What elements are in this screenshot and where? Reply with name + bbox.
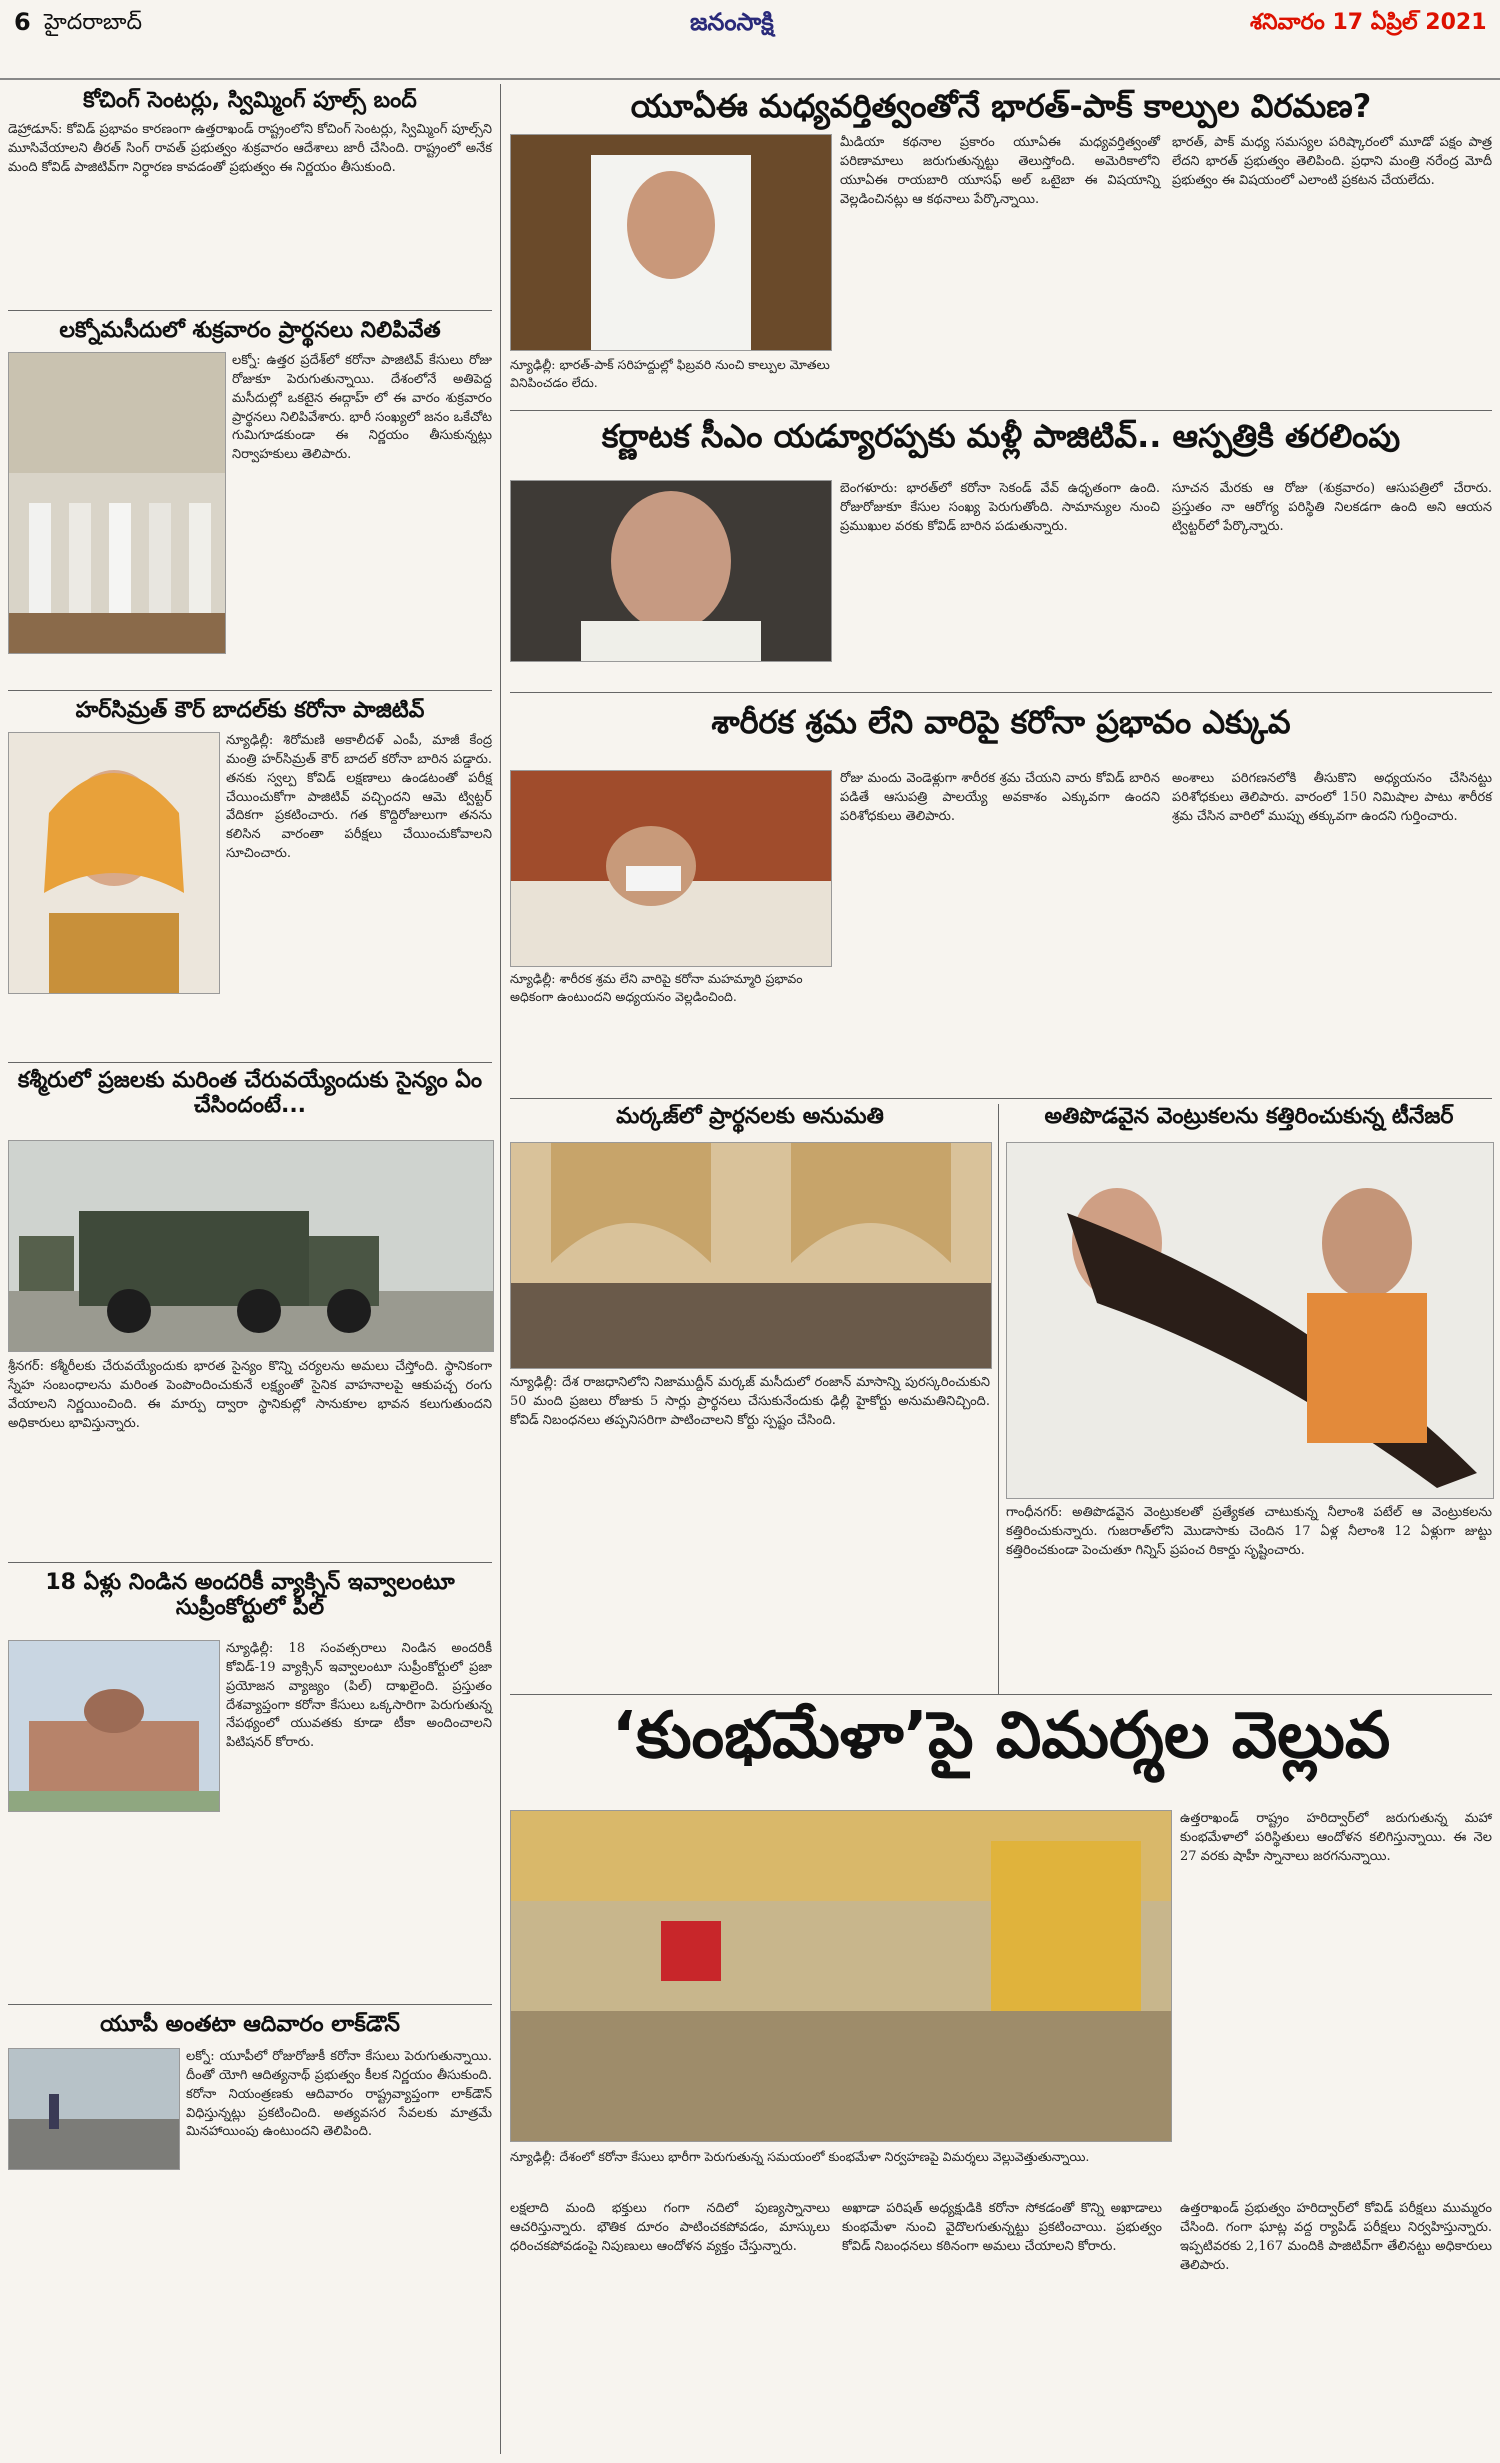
story-vaccine [8, 1570, 492, 1621]
divider [510, 1098, 1492, 1099]
story-lucknow [8, 318, 492, 343]
story-body: భారత్, పాక్ మధ్య సమస్యల పరిష్కారంలో మూడో పక్షం పాత్ర లేదని భారత్ ప్రభుత్వం తెలిపింది. ప్రధాని మంత్రి నరేంద్ర మోదీ ప్రభుత్వం ఈ విషయంలో ఎలాంటి ప్రకటన చేయలేదు. [1172, 135, 1492, 188]
army-trucks-photo [8, 1140, 494, 1352]
story-exercise-col1 [840, 770, 1160, 827]
divider [510, 410, 1492, 411]
headline: అతిపొడవైన వెంట్రుకలను కత్తిరించుకున్న టీనేజర్ [1044, 1104, 1454, 1129]
story-kumbh-col3 [842, 2200, 1162, 2257]
story-body: ఉత్తరాఖండ్ రాష్ట్రం హరిద్వార్‌లో జరుగుతున్న మహా కుంభమేళాలో పరిస్థితులు ఆందోళన కలిగిస్తున్నాయి. ఈ నెల 27 వరకు షాహీ స్నానాలు జరగనున్నాయి. [1180, 1811, 1492, 1864]
divider [8, 1062, 492, 1063]
story-kumbh-col2 [510, 2200, 830, 2257]
story-body: డెహ్రాడూన్: కోవిడ్ ప్రభావం కారణంగా ఉత్తరాఖండ్ రాష్ట్రంలోని కోచింగ్ సెంటర్లు, స్విమ్మింగ్ పూల్స్‌ని మూసివేయాలని తీరత్ సింగ్ రావత్ ప్రభుత్వం శుక్రవారం ఆదేశాలు జారీ చేసింది. రాష్ట్రంలో అనేక మంది కోవిడ్ పాజిటివ్‌గా నిర్ధారణ కావడంతో ప్రభుత్వం ఈ నిర్ణయం తీసుకుంది. [8, 122, 492, 175]
supreme-court-photo [8, 1640, 220, 1812]
story-coaching [8, 88, 492, 178]
story-body: అఖాడా పరిషత్ అధ్యక్షుడికి కరోనా సోకడంతో కొన్ని అఖాడాలు కుంభమేళా నుంచి వైదొలగుతున్నట్టు ప్రకటించాయి. ప్రభుత్వం కోవిడ్ నిబంధనలు కఠినంగా అమలు చేయాలని కోరారు. [842, 2201, 1162, 2254]
edition-city: హైదరాబాద్ [44, 10, 142, 35]
story-harsimrat-body [226, 732, 492, 864]
story-kumbh-col1 [1180, 1810, 1492, 1867]
column-divider [500, 84, 501, 2454]
patient-photo [510, 770, 832, 967]
story-kashmir [8, 1068, 492, 1119]
photo-caption: న్యూఢిల్లీ: దేశంలో కరోనా కేసులు భారీగా పెరుగుతున్న సమయంలో కుంభమేళా నిర్వహణపై విమర్శలు వెల్లువెత్తుతున్నాయి. [510, 2149, 1090, 2164]
headline: 18 ఏళ్లు నిండిన అందరికీ వ్యాక్సిన్ ఇవ్వాలంటూ సుప్రీంకోర్టులో పిల్ [45, 1570, 455, 1621]
divider [8, 690, 492, 691]
harsimrat-photo [8, 732, 220, 994]
page-number: 6 [14, 8, 31, 36]
story-vaccine-body [226, 1640, 492, 1753]
headline: కోచింగ్ సెంటర్లు, స్విమ్మింగ్ పూల్స్ బంద్ [83, 88, 417, 113]
empty-road-photo [8, 2048, 180, 2170]
story-lockdown [8, 2012, 492, 2037]
headline: యూపీ అంతటా ఆదివారం లాక్‌డౌన్ [100, 2012, 400, 2037]
story-body: గాంధీనగర్: అతిపొడవైన వెంట్రుకలతో ప్రత్యేకత చాటుకున్న నీలాంశి పటేల్ ఆ వెంట్రుకలను కత్తిరించుకున్నారు. గుజరాత్‌లోని మొడాసాకు చెందిన 17 ఏళ్ల నీలాంశి 12 ఏళ్లుగా జుట్టు కత్తిరించకుండా పెంచుతూ గిన్నిస్ ప్రపంచ రికార్డు సృష్టించారు. [1006, 1505, 1492, 1558]
story-ceasefire-col1 [840, 134, 1160, 209]
story-exercise [510, 704, 1492, 741]
story-yediyurappa [510, 418, 1492, 455]
headline: యూఏఈ మధ్యవర్తిత్వంతోనే భారత్-పాక్ కాల్పుల విరమణ? [630, 87, 1372, 125]
story-teenager [1006, 1104, 1492, 1129]
story-markaz-body [510, 1374, 990, 1431]
headline: లక్నోమసీదులో శుక్రవారం ప్రార్థనలు నిలిపివేత [59, 318, 441, 343]
story-body: సూచన మేరకు ఆ రోజు (శుక్రవారం) ఆసుపత్రిలో చేరారు. ప్రస్తుతం నా ఆరోగ్య పరిస్థితి నిలకడగా ఉంది అని ఆయన ట్విట్టర్‌లో పేర్కొన్నారు. [1172, 481, 1492, 534]
story-body: రోజు మందు వెండెళ్లుగా శారీరక శ్రమ చేయని వారు కోవిడ్ బారిన పడితే ఆసుపత్రి పాలయ్యే అవకాశం ఎక్కువగా ఉందని పరిశోధకులు తెలిపారు. [840, 771, 1160, 824]
story-teenager-body [1006, 1504, 1492, 1561]
headline: ‘కుంభమేళా’పై విమర్శల వెల్లువ [611, 1699, 1391, 1773]
story-body: శ్రీనగర్: కశ్మీరీలకు చేరువయ్యేందుకు భారత సైన్యం కొన్ని చర్యలను అమలు చేస్తోంది. స్థానికంగా స్నేహ సంబంధాలను మరింత పెంపొందించుకునే లక్ష్యంతో సైనిక వాహనాలపై ఆకుపచ్చ రంగు వేయాలని నిర్ణయించింది. ఈ మార్పు ద్వారా స్థానికుల్లో సానుకూల భావన కలుగుతుందని అధికారులు భావిస్తున్నారు. [8, 1359, 492, 1431]
story-body: మీడియా కథనాల ప్రకారం యూఏఈ మధ్యవర్తిత్వంతో పరిణామాలు జరుగుతున్నట్టు తెలుస్తోంది. అమెరికాలోని యూఏఈ రాయబారి యూసఫ్ అల్ ఒటైబా ఈ విషయాన్ని వెల్లడించినట్లు ఆ కథనాలు పేర్కొన్నాయి. [840, 135, 1160, 207]
story-harsimrat [8, 698, 492, 723]
divider [8, 2004, 492, 2005]
story-yediyurappa-col1 [840, 480, 1160, 537]
kumbh-mela-photo [510, 1810, 1172, 2142]
story-body: న్యూఢిల్లీ: 18 సంవత్సరాలు నిండిన అందరికీ కోవిడ్-19 వ్యాక్సిన్ ఇవ్వాలంటూ సుప్రీంకోర్టులో ప్రజా ప్రయోజన వ్యాజ్యం (పిల్) దాఖలైంది. ప్రస్తుతం దేశవ్యాప్తంగా కరోనా కేసులు ఒక్కసారిగా పెరుగుతున్న నేపథ్యంలో యువతకు కూడా టీకా అందించాలని పిటిషనర్ కోరారు. [226, 1641, 492, 1751]
story-kumbh-col4 [1180, 2200, 1492, 2275]
divider [8, 310, 492, 311]
story-body: ఉత్తరాఖండ్ ప్రభుత్వం హరిద్వార్‌లో కోవిడ్ పరీక్షలు ముమ్మరం చేసింది. గంగా ఘాట్ల వద్ద ర్యాపిడ్ పరీక్షలు నిర్వహిస్తున్నారు. ఇప్పటివరకు 2,167 మందికి పాజిటివ్‌గా తేలినట్టు అధికారులు తెలిపారు. [1180, 2201, 1492, 2273]
long-hair-photo [1006, 1142, 1494, 1499]
story-ceasefire-col2 [1172, 134, 1492, 191]
issue-date: శనివారం 17 ఏప్రిల్ 2021 [1250, 10, 1487, 35]
headline: మర్కజ్‌లో ప్రార్థనలకు అనుమతి [616, 1104, 884, 1129]
photo-caption: న్యూఢిల్లీ: భారత్-పాక్ సరిహద్దుల్లో ఫిబ్రవరి నుంచి కాల్పుల మోతలు వినిపించడం లేదు. [510, 357, 830, 390]
story-markaz [510, 1104, 990, 1129]
story-body: న్యూఢిల్లీ: దేశ రాజధానిలోని నిజాముద్దీన్ మర్కజ్ మసీదులో రంజాన్ మాసాన్ని పురస్కరించుకుని 50 మంది ప్రజలు రోజుకు 5 సార్లు ప్రార్థనలు చేసుకునేందుకు ఢిల్లీ హైకోర్టు అనుమతినిచ్చింది. కోవిడ్ నిబంధనలు తప్పనిసరిగా పాటించాలని కోర్టు స్పష్టం చేసింది. [510, 1375, 990, 1428]
story-body: బెంగళూరు: భారత్‌లో కరోనా సెకండ్ వేవ్ ఉధృతంగా ఉంది. రోజురోజుకూ కేసుల సంఖ్య పెరుగుతోంది. సామాన్యుల నుంచి ప్రముఖుల వరకు కోవిడ్ బారిన పడుతున్నారు. [840, 481, 1160, 534]
newspaper-logo: జనంసాక్షి [690, 8, 774, 36]
headline: హర్‌సిమ్రత్ కౌర్ బాదల్‌కు కరోనా పాజిటివ్ [75, 698, 425, 723]
photo-caption: న్యూఢిల్లీ: శారీరక శ్రమ లేని వారిపై కరోనా మహమ్మారి ప్రభావం అధికంగా ఉంటుందని అధ్యయనం వెల్లడించింది. [510, 971, 803, 1004]
headline: శారీరక శ్రమ లేని వారిపై కరోనా ప్రభావం ఎక్కువ [711, 703, 1291, 741]
story-body: న్యూఢిల్లీ: శిరోమణి అకాలీదళ్ ఎంపీ, మాజీ కేంద్ర మంత్రి హర్‌సిమ్రత్ కౌర్ బాదల్ కరోనా బారిన పడ్డారు. తనకు స్వల్ప కోవిడ్ లక్షణాలు ఉండటంతో పరీక్ష చేయించుకోగా పాజిటివ్ వచ్చిందని ఆమె ట్విట్టర్ వేదికగా ప్రకటించారు. గత కొద్దిరోజులుగా తనను కలిసిన వారంతా పరీక్షలు చేయించుకోవాలని సూచించారు. [226, 733, 492, 862]
story-exercise-col2 [1172, 770, 1492, 827]
story-body: లక్నో: ఉత్తర ప్రదేశ్‌లో కరోనా పాజిటివ్ కేసులు రోజు రోజుకూ పెరుగుతున్నాయి. దేశంలోనే అతిపెద్ద మసీదుల్లో ఒకటైన ఈద్గాహ్ లో ఈ వారం శుక్రవారం ప్రార్థనలు నిలిపివేశారు. భారీ సంఖ్యలో జనం ఒకేచోట గుమిగూడకుండా ఈ నిర్ణయం తీసుకున్నట్లు నిర్వాహకులు తెలిపారు. [232, 353, 492, 463]
mosque-photo [8, 352, 226, 654]
column-divider [998, 1104, 999, 1694]
markaz-prayer-photo [510, 1142, 992, 1369]
story-kashmir-body [8, 1358, 492, 1433]
headline: కర్ణాటక సీఎం యడ్యూరప్పకు మళ్లీ పాజిటివ్.. ఆస్పత్రికి తరలింపు [601, 417, 1401, 455]
story-body: అంశాలు పరిగణనలోకి తీసుకొని అధ్యయనం చేసినట్టు పరిశోధకులు తెలిపారు. వారంలో 150 నిమిషాల పాటు శారీరక శ్రమ చేసిన వారిలో ముప్పు తక్కువగా ఉందని గుర్తించారు. [1172, 771, 1492, 824]
story-lucknow-body [232, 352, 492, 465]
divider [510, 1694, 1492, 1695]
story-body: లక్నో: యూపీలో రోజురోజుకీ కరోనా కేసులు పెరుగుతున్నాయి. దీంతో యోగి ఆదిత్యనాథ్ ప్రభుత్వం కీలక నిర్ణయం తీసుకుంది. కరోనా నియంత్రణకు ఆదివారం రాష్ట్రవ్యాప్తంగా లాక్‌డౌన్ విధిస్తున్నట్లు ప్రకటించింది. అత్యవసర సేవలకు మాత్రమే మినహాయింపు ఉంటుందని తెలిపింది. [186, 2049, 492, 2140]
divider [510, 692, 1492, 693]
story-yediyurappa-col2 [1172, 480, 1492, 537]
headline: కశ్మీరులో ప్రజలకు మరింత చేరువయ్యేందుకు సైన్యం ఏం చేసిందంటే... [17, 1068, 483, 1119]
uae-official-photo [510, 134, 832, 351]
story-lockdown-body [186, 2048, 492, 2142]
story-kumbh [510, 1700, 1492, 1774]
story-body: లక్షలాది మంది భక్తులు గంగా నదిలో పుణ్యస్నానాలు ఆచరిస్తున్నారు. భౌతిక దూరం పాటించకపోవడం, మాస్కులు ధరించకపోవడంపై నిపుణులు ఆందోళన వ్యక్తం చేస్తున్నారు. [510, 2201, 830, 2254]
yediyurappa-photo [510, 480, 832, 662]
divider [8, 1562, 492, 1563]
story-ceasefire [510, 88, 1492, 125]
